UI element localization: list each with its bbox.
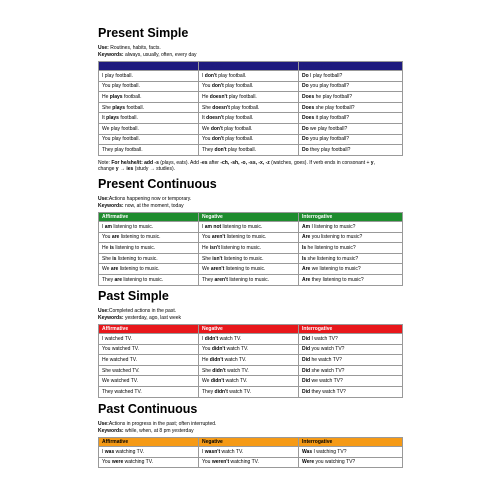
section-meta — [98, 196, 402, 209]
table-cell: Did he watch TV? — [299, 355, 403, 366]
table-cell: Do I play football? — [299, 71, 403, 82]
keywords-line: Keywords: now, at the moment, today — [98, 202, 184, 209]
table-cell: Do we play football? — [299, 123, 403, 134]
table-cell: Was I watching TV? — [299, 447, 403, 458]
column-header: Negative — [199, 438, 299, 447]
table-cell: Does he play football? — [299, 92, 403, 103]
section-meta — [98, 421, 402, 434]
table-row — [99, 81, 403, 92]
table-row — [99, 253, 403, 264]
table-cell: Are they listening to music? — [299, 274, 403, 285]
table-row — [99, 123, 403, 134]
table-header-row — [99, 62, 403, 71]
table-cell: I am listening to music. — [99, 222, 199, 233]
table-row — [99, 334, 403, 345]
table-cell: We play football. — [99, 123, 199, 134]
table-cell: Are we listening to music? — [299, 264, 403, 275]
table-cell: I don't play football. — [199, 71, 299, 82]
table-row — [99, 145, 403, 156]
section-meta — [98, 308, 402, 321]
table-cell: You don't play football. — [199, 134, 299, 145]
table-cell: We are listening to music. — [99, 264, 199, 275]
conjugation-table — [98, 212, 403, 286]
table-row — [99, 355, 403, 366]
section-past-simple — [98, 289, 402, 398]
column-header: Interrogative — [299, 213, 403, 222]
section-title: Past Simple — [98, 289, 169, 303]
keywords-line: Keywords: always, usually, often, every day — [98, 51, 197, 58]
section-title: Present Simple — [98, 26, 189, 40]
spelling-note: Note: For he/she/it: add -s (plays, eats). Add -es after -ch, -sh, -o, -ss, -x, -z (watches, goes). If verb ends in consonant + y, change y → ies (study → studies). — [98, 159, 375, 173]
table-row — [99, 243, 403, 254]
table-cell: I didn't watch TV. — [199, 334, 299, 345]
table-cell: Does she play football? — [299, 102, 403, 113]
section-present-simple — [98, 26, 402, 173]
table-cell: We didn't watch TV. — [199, 376, 299, 387]
table-cell: They watched TV. — [99, 386, 199, 397]
table-cell: You aren't listening to music. — [199, 232, 299, 243]
table-cell: Are you listening to music? — [299, 232, 403, 243]
table-cell: You don't play football. — [199, 81, 299, 92]
table-row — [99, 365, 403, 376]
section-title: Past Continuous — [98, 402, 198, 416]
table-cell: They don't play football. — [199, 145, 299, 156]
table-cell: Do they play football? — [299, 145, 403, 156]
table-cell: He watched TV. — [99, 355, 199, 366]
column-header: Negative — [199, 213, 299, 222]
table-row — [99, 274, 403, 285]
table-cell: Did we watch TV? — [299, 376, 403, 387]
table-cell: Were you watching TV? — [299, 457, 403, 468]
table-cell: Do you play football? — [299, 134, 403, 145]
table-cell: She plays football. — [99, 102, 199, 113]
table-cell: I watched TV. — [99, 334, 199, 345]
table-cell: They are listening to music. — [99, 274, 199, 285]
table-cell: She doesn't play football. — [199, 102, 299, 113]
column-header: Interrogative — [299, 438, 403, 447]
table-cell: Does it play football? — [299, 113, 403, 124]
table-row — [99, 232, 403, 243]
table-cell: Is she listening to music? — [299, 253, 403, 264]
table-row — [99, 457, 403, 468]
table-row — [99, 92, 403, 103]
table-row — [99, 102, 403, 113]
table-row — [99, 113, 403, 124]
table-cell: I play football. — [99, 71, 199, 82]
table-cell: Am I listening to music? — [299, 222, 403, 233]
keywords-line: Keywords: yesterday, ago, last week — [98, 314, 181, 321]
table-row — [99, 344, 403, 355]
table-cell: He is listening to music. — [99, 243, 199, 254]
table-cell: You play football. — [99, 81, 199, 92]
table-cell: You didn't watch TV. — [199, 344, 299, 355]
table-cell: We watched TV. — [99, 376, 199, 387]
table-cell: They didn't watch TV. — [199, 386, 299, 397]
column-header: Interrogative — [299, 62, 403, 71]
table-row — [99, 376, 403, 387]
table-row — [99, 71, 403, 82]
table-cell: You were watching TV. — [99, 457, 199, 468]
column-header: Interrogative — [299, 325, 403, 334]
section-title: Present Continuous — [98, 177, 217, 191]
conjugation-table — [98, 437, 403, 468]
column-header: Negative — [199, 325, 299, 334]
table-cell: They play football. — [99, 145, 199, 156]
column-header: Affirmative — [99, 213, 199, 222]
table-cell: You watched TV. — [99, 344, 199, 355]
table-cell: I was watching TV. — [99, 447, 199, 458]
use-line: Use: Routines, habits, facts. — [98, 45, 161, 51]
table-cell: She is listening to music. — [99, 253, 199, 264]
table-cell: She didn't watch TV. — [199, 365, 299, 376]
section-present-continuous — [98, 177, 402, 286]
table-cell: It plays football. — [99, 113, 199, 124]
column-header: Negative — [199, 62, 299, 71]
column-header: Affirmative — [99, 438, 199, 447]
table-cell: They aren't listening to music. — [199, 274, 299, 285]
table-cell: You weren't watching TV. — [199, 457, 299, 468]
table-cell: Is he listening to music? — [299, 243, 403, 254]
table-cell: She isn't listening to music. — [199, 253, 299, 264]
table-row — [99, 264, 403, 275]
column-header: Affirmative — [99, 62, 199, 71]
conjugation-table — [98, 61, 403, 156]
table-cell: Did you watch TV? — [299, 344, 403, 355]
table-row — [99, 386, 403, 397]
table-cell: She watched TV. — [99, 365, 199, 376]
table-cell: Did she watch TV? — [299, 365, 403, 376]
table-cell: He didn't watch TV. — [199, 355, 299, 366]
table-cell: I wasn't watch TV. — [199, 447, 299, 458]
table-cell: It doesn't play football. — [199, 113, 299, 124]
section-past-continuous — [98, 402, 402, 468]
column-header: Affirmative — [99, 325, 199, 334]
section-meta — [98, 45, 402, 58]
use-line: Use:Completed actions in the past. — [98, 308, 177, 314]
table-cell: We aren't listening to music. — [199, 264, 299, 275]
conjugation-table — [98, 324, 403, 398]
table-header-row — [99, 438, 403, 447]
table-cell: You are listening to music. — [99, 232, 199, 243]
table-header-row — [99, 213, 403, 222]
table-cell: Did I watch TV? — [299, 334, 403, 345]
table-cell: He isn't listening to music. — [199, 243, 299, 254]
table-cell: I am not listening to music. — [199, 222, 299, 233]
table-cell: He plays football. — [99, 92, 199, 103]
table-cell: You play football. — [99, 134, 199, 145]
table-row — [99, 447, 403, 458]
table-cell: He doesn't play football. — [199, 92, 299, 103]
keywords-line: Keywords: while, when, at 8 pm yesterday — [98, 427, 194, 434]
table-cell: We don't play football. — [199, 123, 299, 134]
table-header-row — [99, 325, 403, 334]
table-cell: Did they watch TV? — [299, 386, 403, 397]
use-line: Use:Actions in progress in the past; often interrupted. — [98, 421, 217, 427]
table-row — [99, 134, 403, 145]
use-line: Use:Actions happening now or temporary. — [98, 196, 192, 202]
table-cell: Do you play football? — [299, 81, 403, 92]
table-row — [99, 222, 403, 233]
